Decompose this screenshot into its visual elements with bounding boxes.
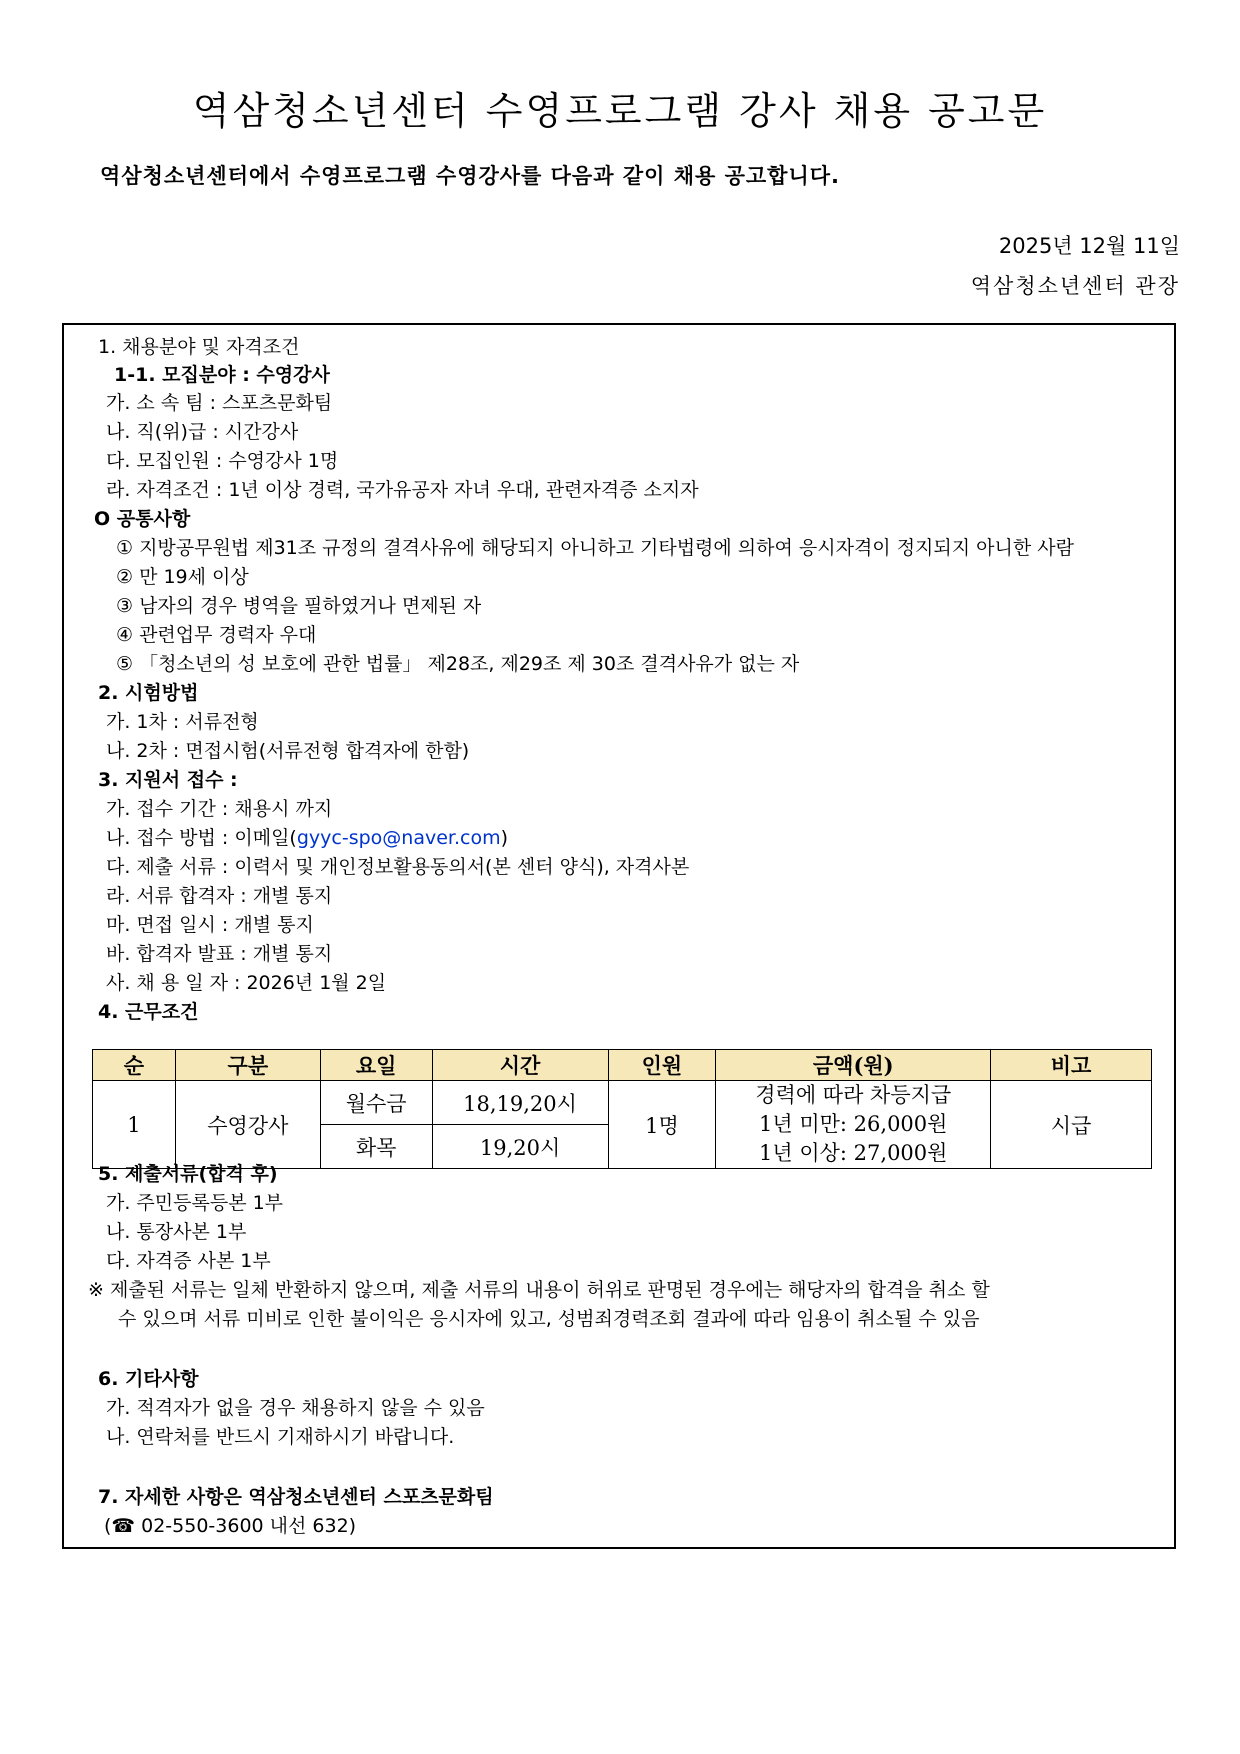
content-box xyxy=(62,323,1176,1549)
cell-day: 화목 xyxy=(320,1125,432,1169)
s3-item: 마. 면접 일시 : 개별 통지 xyxy=(106,914,314,936)
cell-pay xyxy=(716,1081,991,1169)
col-header: 시간 xyxy=(432,1050,608,1081)
section-2-heading: 2. 시험방법 xyxy=(98,682,199,704)
section-1-heading: 1. 채용분야 및 자격조건 xyxy=(98,336,300,358)
table-row xyxy=(93,1081,1152,1125)
col-header: 인원 xyxy=(608,1050,716,1081)
s1-item: 라. 자격조건 : 1년 이상 경력, 국가유공자 자녀 우대, 관련자격증 소지자 xyxy=(106,479,699,501)
s3-item: 사. 채 용 일 자 : 2026년 1월 2일 xyxy=(106,972,387,994)
cell-type: 수영강사 xyxy=(175,1081,320,1169)
section-7-heading: 7. 자세한 사항은 역삼청소년센터 스포츠문화팀 xyxy=(98,1486,494,1508)
s3-item-email xyxy=(106,826,508,850)
col-header: 요일 xyxy=(320,1050,432,1081)
s3-item: 다. 제출 서류 : 이력서 및 개인정보활용동의서(본 센터 양식), 자격사본 xyxy=(106,856,690,878)
issuer: 역삼청소년센터 관장 xyxy=(970,274,1180,298)
section-4-heading: 4. 근무조건 xyxy=(98,1001,199,1023)
common-item: ① 지방공무원법 제31조 규정의 결격사유에 해당되지 아니하고 기타법령에 의하여 응시자격이 정지되지 아니한 사람 xyxy=(116,537,1074,559)
table-header-row xyxy=(93,1050,1152,1081)
pay-line: 경력에 따라 차등지급 xyxy=(755,1083,952,1107)
s5-note: ※ 제출된 서류는 일체 반환하지 않으며, 제출 서류의 내용이 허위로 판명된 경우에는 해당자의 합격을 취소 할 xyxy=(88,1279,990,1301)
s1-item: 다. 모집인원 : 수영강사 1명 xyxy=(106,450,339,472)
section-5-heading: 5. 제출서류(합격 후) xyxy=(98,1163,278,1185)
s3-item-prefix: 나. 접수 방법 : 이메일( xyxy=(106,827,297,849)
common-item: ② 만 19세 이상 xyxy=(116,566,249,588)
s5-note: 수 있으며 서류 미비로 인한 불이익은 응시자에 있고, 성범죄경력조회 결과에 따라 임용이 취소될 수 있음 xyxy=(118,1308,980,1330)
announcement-date: 2025년 12월 11일 xyxy=(998,234,1180,258)
common-item: ④ 관련업무 경력자 우대 xyxy=(116,624,317,646)
s3-item: 가. 접수 기간 : 채용시 까지 xyxy=(106,798,333,820)
contact-phone: (☎ 02-550-3600 내선 632) xyxy=(104,1515,357,1537)
cell-note: 시급 xyxy=(991,1081,1152,1169)
s1-item: 나. 직(위)급 : 시간강사 xyxy=(106,421,299,443)
s1-item: 가. 소 속 팀 : 스포츠문화팀 xyxy=(106,392,333,414)
s3-item-suffix: ) xyxy=(500,827,509,849)
s6-item: 나. 연락처를 반드시 기재하시기 바랍니다. xyxy=(106,1426,455,1448)
s5-item: 다. 자격증 사본 1부 xyxy=(106,1250,271,1272)
email-link[interactable]: gyyc-spo@naver.com xyxy=(296,827,501,849)
cell-count: 1명 xyxy=(608,1081,716,1169)
work-conditions-table xyxy=(92,1049,1152,1169)
section-6-heading: 6. 기타사항 xyxy=(98,1368,199,1390)
page-title: 역삼청소년센터 수영프로그램 강사 채용 공고문 xyxy=(192,89,1048,133)
s2-item: 가. 1차 : 서류전형 xyxy=(106,711,259,733)
s3-item: 라. 서류 합격자 : 개별 통지 xyxy=(106,885,333,907)
cell-time: 18,19,20시 xyxy=(432,1081,608,1125)
common-item: ⑤ 「청소년의 성 보호에 관한 법률」 제28조, 제29조 제 30조 결격사유가 없는 자 xyxy=(116,653,800,675)
s3-item: 바. 합격자 발표 : 개별 통지 xyxy=(106,943,333,965)
cell-time: 19,20시 xyxy=(432,1125,608,1169)
pay-line: 1년 미만: 26,000원 xyxy=(759,1112,948,1136)
col-header: 금액(원) xyxy=(716,1050,991,1081)
s5-item: 가. 주민등록등본 1부 xyxy=(106,1192,284,1214)
cell-day: 월수금 xyxy=(320,1081,432,1125)
col-header: 구분 xyxy=(175,1050,320,1081)
col-header: 비고 xyxy=(991,1050,1152,1081)
intro-text: 역삼청소년센터에서 수영프로그램 수영강사를 다음과 같이 채용 공고합니다. xyxy=(100,164,840,188)
pay-line: 1년 이상: 27,000원 xyxy=(759,1141,948,1165)
section-1-sub: 1-1. 모집분야 : 수영강사 xyxy=(114,364,330,386)
s6-item: 가. 적격자가 없을 경우 채용하지 않을 수 있음 xyxy=(106,1397,485,1419)
common-item: ③ 남자의 경우 병역을 필하였거나 면제된 자 xyxy=(116,595,482,617)
cell-no: 1 xyxy=(93,1081,176,1169)
s5-item: 나. 통장사본 1부 xyxy=(106,1221,247,1243)
col-header: 순 xyxy=(93,1050,176,1081)
common-heading: O 공통사항 xyxy=(94,508,191,530)
section-3-heading: 3. 지원서 접수 : xyxy=(98,769,238,791)
s2-item: 나. 2차 : 면접시험(서류전형 합격자에 한함) xyxy=(106,740,470,762)
